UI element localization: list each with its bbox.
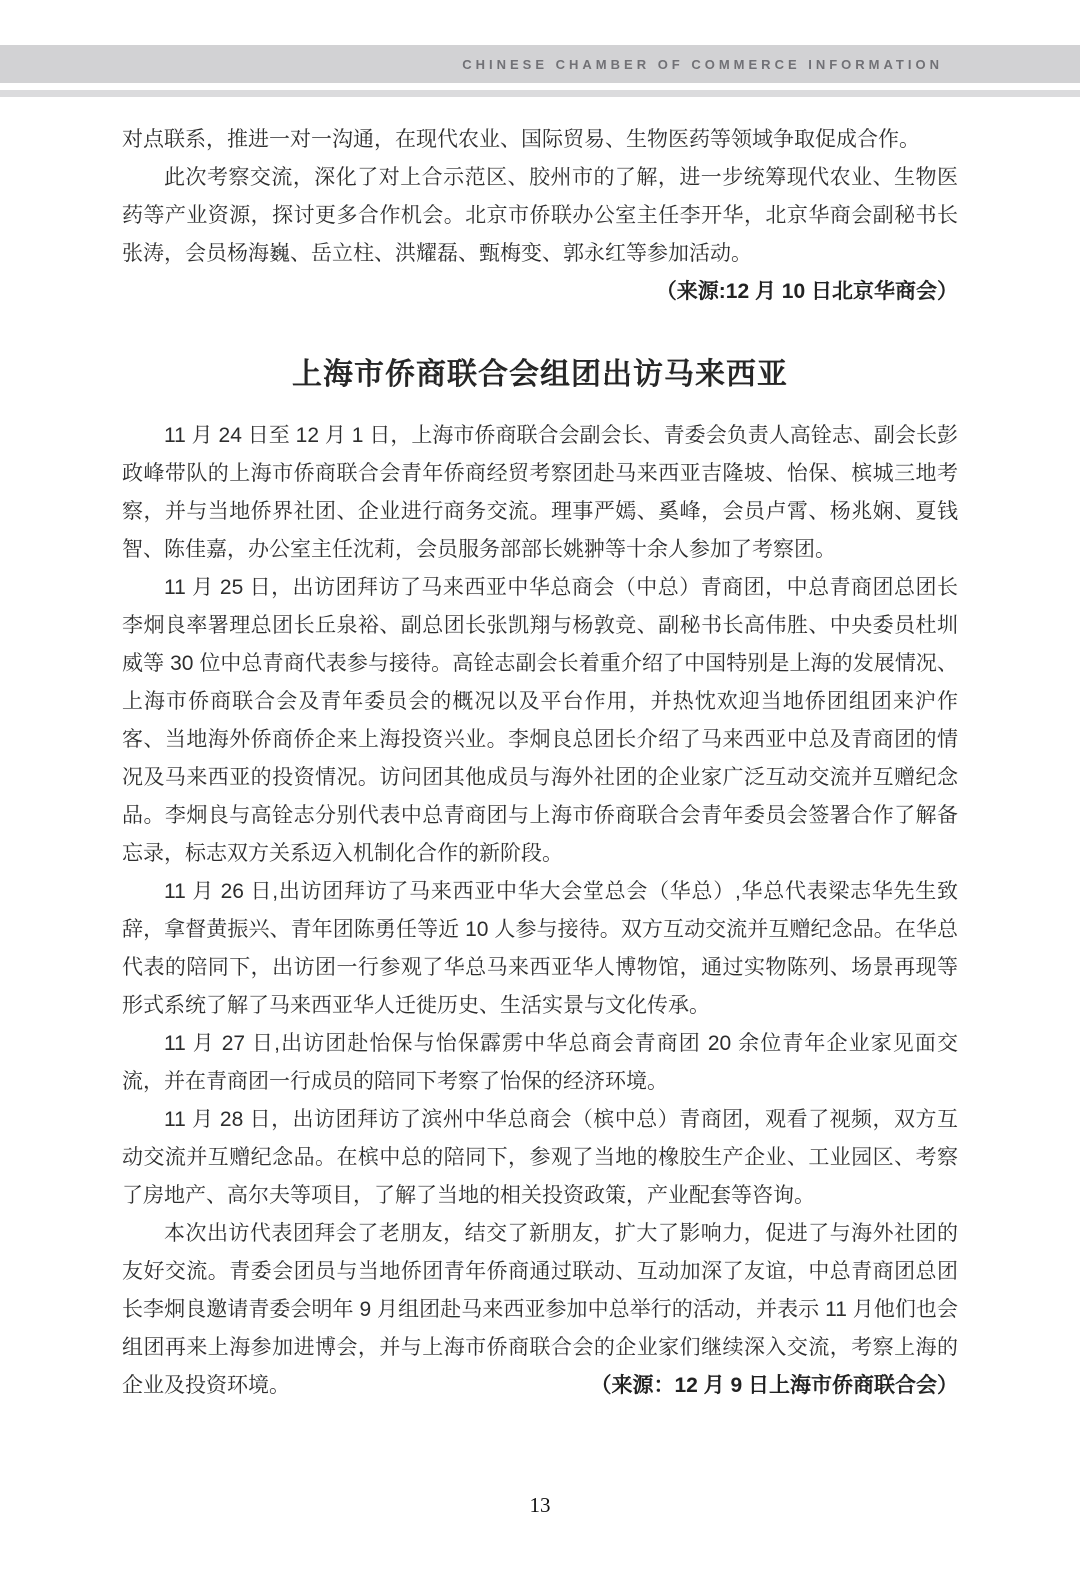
page-number: 13	[529, 1493, 551, 1517]
article-shanghai-paragraph: 11 月 27 日,出访团赴怡保与怡保霹雳中华总商会青商团 20 余位青年企业家见面交流，并在青商团一行成员的陪同下考察了怡保的经济环境。	[122, 1032, 958, 1093]
source-citation: （来源:12 月 10 日北京华商会）	[655, 280, 958, 303]
article-beijing-paragraph	[122, 159, 958, 311]
article-shanghai-paragraph-text: 本次出访代表团拜会了老朋友，结交了新朋友，扩大了影响力，促进了与海外社团的友好交流。青委会团员与当地侨团青年侨商通过联动、互动加深了友谊，中总青商团总团长李炯良邀请青委会明年 9 月组团赴马来西亚参加中总举行的活动，并表示 11 月他们也会组团再来上海参加进博会，并与上海市侨商联合会的企业家们继续深入交流，考察上海的企业及投资环境。	[122, 1222, 958, 1397]
header-banner	[0, 45, 1080, 83]
article-shanghai-paragraph	[122, 1215, 958, 1405]
article-shanghai-paragraph: 11 月 28 日，出访团拜访了滨州中华总商会（槟中总）青商团，观看了视频，双方互动交流并互赠纪念品。在槟中总的陪同下，参观了当地的橡胶生产企业、工业园区、考察了房地产、高尔夫等项目，了解了当地的相关投资政策，产业配套等咨询。	[122, 1108, 958, 1207]
page-content	[122, 97, 958, 1405]
article-beijing-paragraph: 对点联系，推进一对一沟通，在现代农业、国际贸易、生物医药等领域争取促成合作。	[122, 128, 920, 151]
article-shanghai-paragraph: 11 月 25 日，出访团拜访了马来西亚中华总商会（中总）青商团，中总青商团总团长李炯良率署理总团长丘泉裕、副总团长张凯翔与杨敦竞、副秘书长高伟胜、中央委员杜圳威等 30 位中总青商代表参与接待。高铨志副会长着重介绍了中国特别是上海的发展情况、上海市侨商联合会及青年委员会的概况以及平台作用，并热忱欢迎当地侨团组团来沪作客、当地海外侨商侨企来上海投资兴业。李炯良总团长介绍了马来西亚中总及青商团的情况及马来西亚的投资情况。访问团其他成员与海外社团的企业家广泛互动交流并互赠纪念品。李炯良与高铨志分别代表中总青商团与上海市侨商联合会青年委员会签署合作了解备忘录，标志双方关系迈入机制化合作的新阶段。	[122, 576, 958, 865]
article-shanghai-paragraph: 11 月 24 日至 12 月 1 日，上海市侨商联合会副会长、青委会负责人高铨志、副会长彭政峰带队的上海市侨商联合会青年侨商经贸考察团赴马来西亚吉隆坡、怡保、槟城三地考察，并与当地侨界社团、企业进行商务交流。理事严嫣、奚峰，会员卢霄、杨兆娴、夏钱智、陈佳嘉，办公室主任沈莉，会员服务部部长姚翀等十余人参加了考察团。	[122, 424, 958, 561]
article-beijing-paragraph-text: 此次考察交流，深化了对上合示范区、胶州市的了解，进一步统筹现代农业、生物医药等产业资源，探讨更多合作机会。北京市侨联办公室主任李开华，北京华商会副秘书长张涛，会员杨海巍、岳立柱、洪耀磊、甄梅变、郭永红等参加活动。	[122, 166, 958, 265]
article-title: 上海市侨商联合会组团出访马来西亚	[292, 358, 788, 391]
source-citation: （来源：12 月 9 日上海市侨商联合会）	[590, 1374, 958, 1397]
header-rule	[0, 90, 1080, 97]
article-shanghai-paragraph: 11 月 26 日,出访团拜访了马来西亚中华大会堂总会（华总）,华总代表梁志华先生致辞，拿督黄振兴、青年团陈勇任等近 10 人参与接待。双方互动交流并互赠纪念品。在华总代表的陪同下，出访团一行参观了华总马来西亚华人博物馆，通过实物陈列、场景再现等形式系统了解了马来西亚华人迁徙历史、生活实景与文化传承。	[122, 880, 958, 1017]
article-shanghai	[122, 417, 958, 1405]
page-header	[0, 45, 1080, 97]
article-beijing	[122, 121, 958, 311]
header-banner-text: CHINESE CHAMBER OF COMMERCE INFORMATION	[462, 56, 943, 72]
